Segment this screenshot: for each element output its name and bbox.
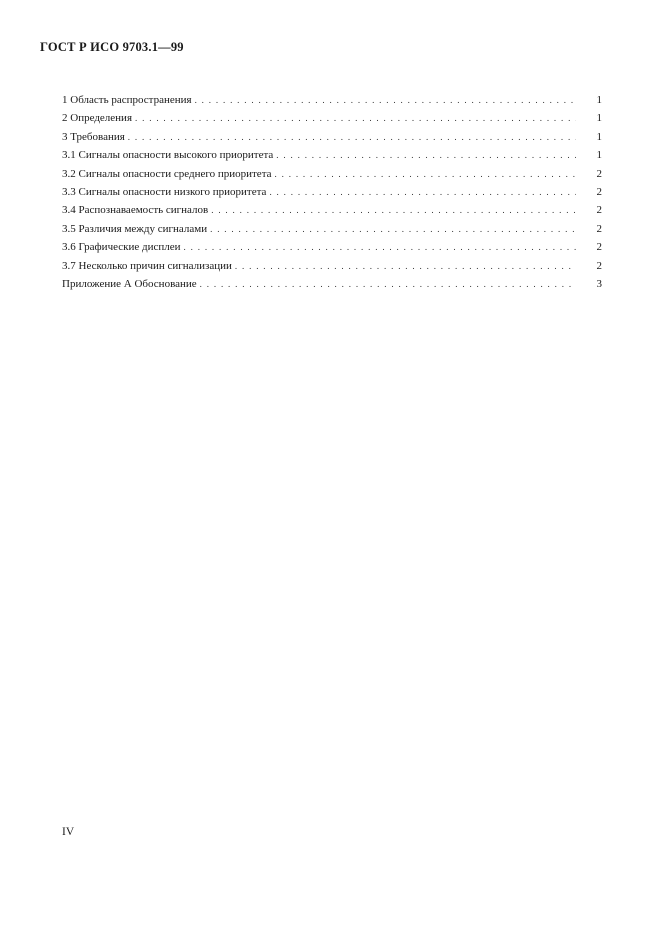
toc-leader-dots (276, 146, 576, 164)
toc-leader-dots (211, 201, 576, 219)
toc-entry[interactable] (62, 220, 602, 238)
toc-entry-page: 2 (596, 222, 602, 235)
toc-entry-title: 3.2 Сигналы опасности среднего приоритета (62, 167, 272, 180)
page-number (62, 826, 74, 838)
toc-leader-dots (235, 257, 576, 275)
toc-entry[interactable] (62, 275, 602, 293)
toc-entry-page: 1 (596, 94, 602, 106)
toc-entry-title: 3.3 Сигналы опасности низкого приоритета (62, 185, 267, 198)
toc-entry[interactable] (62, 146, 602, 164)
toc-leader-dots (200, 275, 576, 293)
toc-entry[interactable] (62, 257, 602, 275)
toc-entry-title: Приложение А Обоснование (62, 277, 197, 290)
toc-entry-page: 1 (596, 112, 602, 125)
toc-leader-dots (275, 165, 576, 183)
toc-entry[interactable] (62, 109, 602, 127)
toc-entry-title: 3.6 Графические дисплеи (62, 241, 181, 254)
table-of-contents (62, 91, 602, 293)
toc-entry[interactable] (62, 128, 602, 146)
toc-entry-page: 1 (596, 130, 602, 143)
document-header (40, 40, 184, 55)
toc-leader-dots (195, 91, 576, 109)
toc-leader-dots (184, 238, 576, 256)
toc-entry-page: 2 (596, 241, 602, 254)
toc-entry-title: 2 Определения (62, 112, 133, 125)
toc-entry[interactable] (62, 165, 602, 183)
toc-entry-page: 2 (596, 259, 602, 272)
toc-leader-dots (128, 128, 576, 146)
toc-leader-dots (135, 109, 576, 127)
toc-entry-page: 2 (596, 185, 602, 198)
toc-entry-page: 3 (596, 277, 602, 290)
toc-entry-page: 2 (596, 204, 602, 217)
document-code: ГОСТ Р ИСО 9703.1—99 (40, 40, 184, 54)
toc-entry-page: 1 (596, 149, 602, 162)
page-number-label: IV (62, 826, 75, 838)
toc-leader-dots (210, 220, 576, 238)
toc-entry[interactable] (62, 238, 602, 256)
toc-entry-title: 3.7 Несколько причин сигнализации (62, 259, 232, 272)
toc-entry[interactable] (62, 183, 602, 201)
toc-entry-title: 3.1 Сигналы опасности высокого приоритета (62, 149, 274, 162)
toc-leader-dots (269, 183, 576, 201)
toc-entry-title: 3.5 Различия между сигналами (62, 222, 208, 235)
toc-entry[interactable] (62, 201, 602, 219)
toc-entry-title: 3 Требования (62, 130, 125, 143)
toc-entry-page: 2 (596, 167, 602, 180)
toc-entry-title: 1 Область распространения (62, 94, 192, 106)
toc-entry-title: 3.4 Распознаваемость сигналов (62, 204, 209, 217)
toc-entry[interactable] (62, 91, 602, 109)
